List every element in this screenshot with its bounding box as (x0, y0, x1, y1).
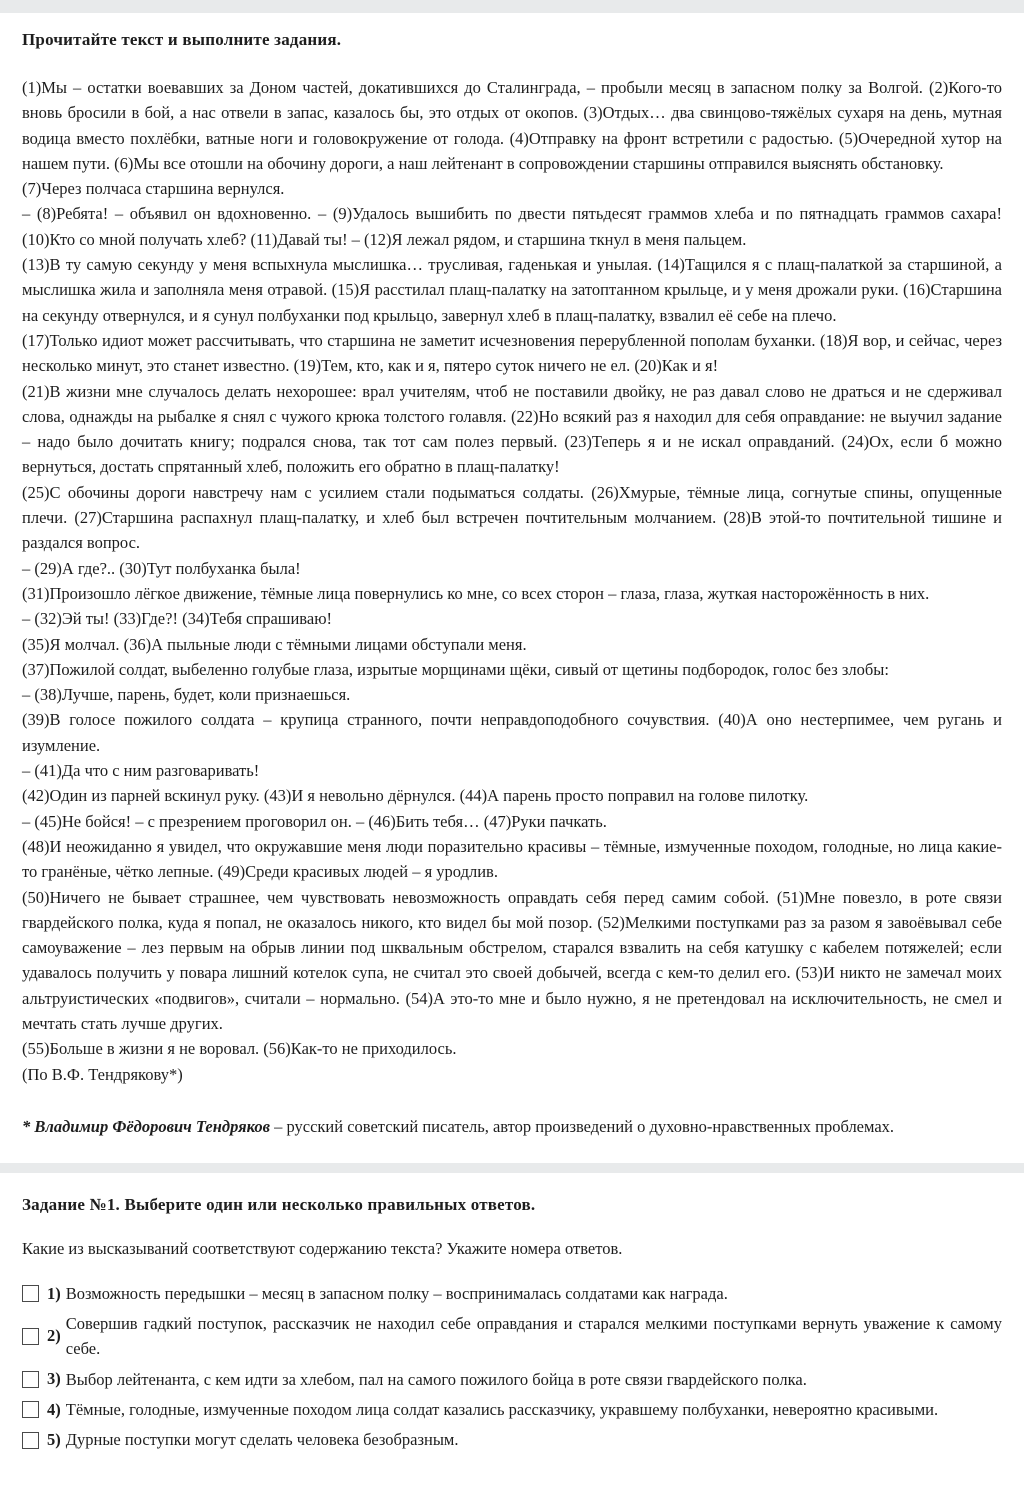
option-text: Дурные поступки могут сделать человека безобразным. (65, 1430, 459, 1450)
footnote-author-description: – русский советский писатель, автор произведений о духовно-нравственных проблемах. (269, 1116, 895, 1136)
text-paragraph: (31)Произошло лёгкое движение, тёмные лица повернулись ко мне, со всех сторон – глаза, глаза, жуткая насторожённость в них. (22, 583, 930, 603)
text-paragraph: (7)Через полчаса старшина вернулся. (22, 179, 285, 199)
instruction-title: Прочитайте текст и выполните задания. (22, 30, 342, 49)
option-number: 4) (47, 1399, 61, 1419)
text-paragraph: – (45)Не бойся! – с презрением проговорил он. – (46)Бить тебя… (47)Руки пачкать. (22, 811, 607, 831)
option-text: Возможность передышки – месяц в запасном полку – воспринималась солдатами как награда. (65, 1283, 728, 1303)
footnote-author-name: * Владимир Фёдорович Тендряков (22, 1116, 270, 1136)
option-number: 3) (47, 1369, 61, 1389)
section-divider-band (0, 1163, 1024, 1173)
text-paragraph: (42)Один из парней вскинул руку. (43)И я невольно дёрнулся. (44)А парень просто поправил на голове пилотку. (22, 786, 809, 806)
text-paragraph: (55)Больше в жизни я не воровал. (56)Как-то не приходилось. (22, 1039, 457, 1059)
answer-option-2 (22, 1311, 1002, 1362)
answer-option-5 (22, 1427, 1002, 1452)
text-paragraph: (17)Только идиот может рассчитывать, что старшина не заметит исчезновения перерубленной пополам буханки. (18)Я вор, и сейчас, через несколько минут, это станет известно. (19)Тем, кто, как и я, пятеро суток ничего не ел. (20)Как и я! (22, 330, 1002, 376)
text-paragraph: – (8)Ребята! – объявил он вдохновенно. – (9)Удалось вышибить по двести пятьдесят граммов хлеба и по пятнадцать граммов сахара! (10)Кто со мной получать хлеб? (11)Давай ты! – (12)Я лежал рядом, и старшина ткнул в меня пальцем. (22, 204, 1002, 249)
checkbox-option-1[interactable] (22, 1285, 39, 1302)
reading-text-section (0, 13, 1024, 1139)
text-paragraph: – (29)А где?.. (30)Тут полбуханка была! (22, 558, 301, 578)
option-number: 1) (47, 1283, 61, 1303)
text-paragraph-attribution: (По В.Ф. Тендрякову*) (22, 1064, 183, 1084)
answer-option-3 (22, 1367, 1002, 1392)
answer-option-1 (22, 1281, 1002, 1306)
text-paragraph: (48)И неожиданно я увидел, что окружавшие меня люди поразительно красивы – тёмные, измученные походом, голодные, но лица какие-то гранёные, чётко лепные. (49)Среди красивых людей – я уродлив. (22, 836, 1002, 882)
text-paragraph: – (41)Да что с ним разговаривать! (22, 761, 260, 781)
text-paragraph: (25)С обочины дороги навстречу нам с усилием стали подыматься солдаты. (26)Хмурые, тёмные лица, согнутые спины, опущенные плечи. (27)Старшина распахнул плащ-палатку, и хлеб был встречен почтительным молчанием. (28)В этой-то почтительной тишине и раздался вопрос. (22, 482, 1002, 553)
answer-option-4 (22, 1397, 1002, 1422)
author-footnote (22, 1114, 1002, 1139)
text-paragraph: (50)Ничего не бывает страшнее, чем чувствовать невозможность оправдать себя перед самим собой. (51)Мне повезло, в роте связи гвардейского полка, куда я попал, не оказалось никого, кто видел бы мой позор. (52)Мелкими поступками раз за разом я завоёвывал себе самоуважение – лез первым на обрыв линии под шквальным обстрелом, старался взвалить на себя катушку с кабелем потяжелей; если удавалось получить у повара лишний котелок супа, не считал это своей добычей, всегда с кем-то делил его. (53)И никто не замечал моих альтруистических «подвигов», считали – нормально. (54)А это-то мне и было нужно, я не претендовал на исключительность, не смел и мечтать стать лучше других. (22, 887, 1002, 1033)
checkbox-option-3[interactable] (22, 1371, 39, 1388)
task-heading: Задание №1. Выберите один или несколько правильных ответов. (22, 1194, 536, 1214)
option-text: Выбор лейтенанта, с кем идти за хлебом, пал на самого пожилого бойца в роте связи гвардейского полка. (65, 1369, 807, 1389)
text-paragraph: (35)Я молчал. (36)А пыльные люди с тёмными лицами обступали меня. (22, 634, 527, 654)
checkbox-option-5[interactable] (22, 1432, 39, 1449)
text-paragraph: (21)В жизни мне случалось делать нехорошее: врал учителям, чтоб не поставили двойку, не раз давал слово не драться и не сдерживал слова, однажды на рыбалке я снял с чужого крюка толстого голавля. (22)Но всякий раз я находил для себя оправдание: не выучил задание – надо было дочитать книгу; подрался снова, так тот сам полез первый. (23)Теперь я и не искал оправданий. (24)Ох, если б можно вернуться, достать спрятанный хлеб, положить его обратно в плащ-палатку! (22, 381, 1002, 477)
task-section (0, 1173, 1024, 1453)
option-number: 2) (47, 1326, 61, 1346)
source-text (22, 75, 1002, 1087)
task-question: Какие из высказываний соответствуют содержанию текста? Укажите номера ответов. (22, 1238, 623, 1258)
text-paragraph: (1)Мы – остатки воевавших за Доном частей, докатившихся до Сталинграда, – пробыли месяц в запасном полку за Волгой. (2)Кого-то вновь бросили в бой, а нас отвели в запас, казалось бы, это отдых от окопов. (3)Отдых… два свинцово-тяжёлых сухаря на день, мутная водица вместо похлёбки, ватные ноги и головокружение от голода. (4)Отправку на фронт встретили с радостью. (5)Очередной хутор на нашем пути. (6)Мы все отошли на обочину дороги, а наш лейтенант в сопровождении старшины отправился выяснять обстановку. (22, 78, 1002, 173)
option-text: Тёмные, голодные, измученные походом лица солдат казались рассказчику, укравшему полбуханки, невероятно красивыми. (65, 1400, 939, 1420)
checkbox-option-4[interactable] (22, 1401, 39, 1418)
text-paragraph: (39)В голосе пожилого солдата – крупица странного, почти неправдоподобного сочувствия. (40)А оно нестерпимее, чем ругань и изумление. (22, 710, 1002, 755)
text-paragraph: – (32)Эй ты! (33)Где?! (34)Тебя спрашиваю! (22, 609, 333, 629)
option-number: 5) (47, 1430, 61, 1449)
text-paragraph: (13)В ту самую секунду у меня вспыхнула мыслишка… трусливая, гаденькая и унылая. (14)Тащился я с плащ-палаткой за старшиной, а мыслишка жила и заполняла меня отравой. (15)Я расстилал плащ-палатку на затоптанном крыльце, и у меня дрожали руки. (16)Старшина на секунду отвернулся, и я сунул полбуханки под крыльцо, завернул хлеб в плащ-палатку, взвалил её себе на плечо. (22, 255, 1002, 325)
text-paragraph: – (38)Лучше, парень, будет, коли признаешься. (22, 685, 351, 705)
option-text: Совершив гадкий поступок, рассказчик не находил себе оправдания и старался мелкими поступками вернуть уважение к самому себе. (65, 1314, 1002, 1359)
checkbox-option-2[interactable] (22, 1328, 39, 1345)
text-paragraph: (37)Пожилой солдат, выбеленно голубые глаза, изрытые морщинами щёки, сивый от щетины подбородок, голос без злобы: (22, 659, 889, 679)
top-divider-band (0, 0, 1024, 13)
